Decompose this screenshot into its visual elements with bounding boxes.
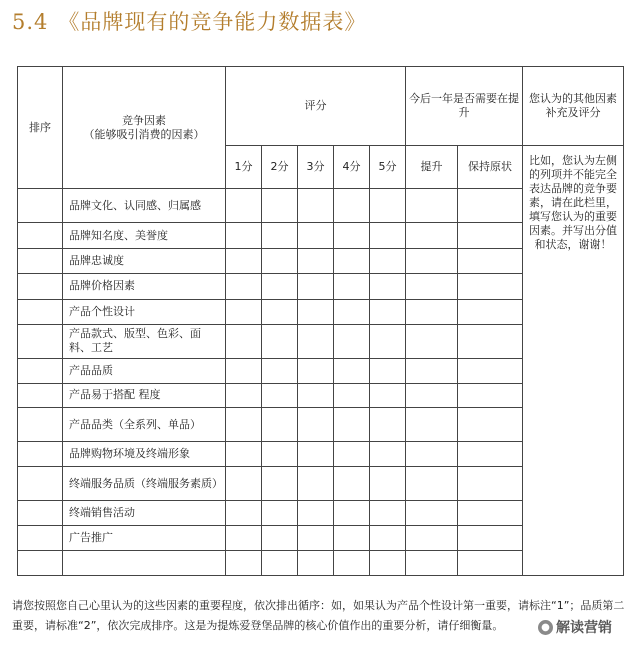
rank-input-cell[interactable]: [18, 526, 63, 551]
score-cell-5[interactable]: [370, 551, 406, 576]
score-cell-2[interactable]: [262, 442, 298, 467]
keep-cell[interactable]: [458, 273, 523, 299]
watermark-text: 解读营销: [556, 620, 612, 636]
rank-input-cell[interactable]: [18, 299, 63, 324]
score-cell-5[interactable]: [370, 408, 406, 442]
factor-label: 产品个性设计: [63, 299, 226, 324]
rank-input-cell[interactable]: [18, 467, 63, 501]
score-cell-4[interactable]: [334, 442, 370, 467]
score-cell-5[interactable]: [370, 467, 406, 501]
score-cell-4[interactable]: [334, 383, 370, 408]
score-cell-1[interactable]: [226, 526, 262, 551]
improve-cell[interactable]: [406, 299, 458, 324]
score-cell-1[interactable]: [226, 273, 262, 299]
factor-label: 产品款式、版型、色彩、面料、工艺: [63, 324, 226, 358]
improve-cell[interactable]: [406, 249, 458, 274]
rank-input-cell[interactable]: [18, 442, 63, 467]
score-cell-2[interactable]: [262, 273, 298, 299]
factor-header-subtitle: （能够吸引消费的因素）: [83, 127, 205, 141]
table-title: 《品牌现有的竞争能力数据表》: [58, 10, 367, 34]
score-cell-5[interactable]: [370, 526, 406, 551]
factor-label: [63, 551, 226, 576]
score-cell-2[interactable]: [262, 501, 298, 526]
rank-input-cell[interactable]: [18, 324, 63, 358]
keep-cell[interactable]: [458, 551, 523, 576]
score-cell-1[interactable]: [226, 223, 262, 249]
score-cell-3[interactable]: [298, 501, 334, 526]
score-cell-5[interactable]: [370, 501, 406, 526]
keep-cell[interactable]: [458, 467, 523, 501]
score-header-5: 5分: [370, 145, 406, 188]
score-cell-5[interactable]: [370, 273, 406, 299]
score-cell-3[interactable]: [298, 383, 334, 408]
score-cell-2[interactable]: [262, 551, 298, 576]
score-cell-1[interactable]: [226, 358, 262, 383]
score-cell-4[interactable]: [334, 501, 370, 526]
rank-input-cell[interactable]: [18, 273, 63, 299]
next-year-header: 今后一年是否需要在提升: [406, 67, 523, 146]
extra-factor-header: 您认为的其他因素补充及评分: [523, 67, 624, 146]
score-header: 评分: [226, 67, 406, 146]
rank-input-cell[interactable]: [18, 501, 63, 526]
score-cell-3[interactable]: [298, 467, 334, 501]
score-cell-2[interactable]: [262, 408, 298, 442]
factor-header: [63, 67, 226, 189]
score-cell-1[interactable]: [226, 551, 262, 576]
score-header-1: 1分: [226, 145, 262, 188]
improve-cell[interactable]: [406, 467, 458, 501]
improve-cell[interactable]: [406, 273, 458, 299]
factor-label: 终端销售活动: [63, 501, 226, 526]
score-cell-2[interactable]: [262, 249, 298, 274]
score-cell-5[interactable]: [370, 223, 406, 249]
score-cell-3[interactable]: [298, 299, 334, 324]
score-cell-5[interactable]: [370, 442, 406, 467]
improve-header: 提升: [406, 145, 458, 188]
score-cell-4[interactable]: [334, 408, 370, 442]
factor-label: 品牌购物环境及终端形象: [63, 442, 226, 467]
factor-label: 产品品类（全系列、单品）: [63, 408, 226, 442]
score-cell-3[interactable]: [298, 408, 334, 442]
keep-cell[interactable]: [458, 324, 523, 358]
score-header-3: 3分: [298, 145, 334, 188]
rank-header: 排序: [18, 67, 63, 189]
improve-cell[interactable]: [406, 358, 458, 383]
factor-label: 产品品质: [63, 358, 226, 383]
score-cell-3[interactable]: [298, 551, 334, 576]
score-cell-4[interactable]: [334, 358, 370, 383]
score-cell-3[interactable]: [298, 189, 334, 223]
factor-label: 品牌知名度、美誉度: [63, 223, 226, 249]
improve-cell[interactable]: [406, 223, 458, 249]
improve-cell[interactable]: [406, 442, 458, 467]
improve-cell[interactable]: [406, 383, 458, 408]
improve-cell[interactable]: [406, 324, 458, 358]
competition-table: [17, 66, 624, 576]
score-cell-3[interactable]: [298, 223, 334, 249]
score-cell-1[interactable]: [226, 467, 262, 501]
keep-cell[interactable]: [458, 299, 523, 324]
watermark: [536, 618, 614, 636]
score-cell-1[interactable]: [226, 408, 262, 442]
score-cell-1[interactable]: [226, 299, 262, 324]
rank-input-cell[interactable]: [18, 358, 63, 383]
score-cell-4[interactable]: [334, 467, 370, 501]
score-cell-3[interactable]: [298, 273, 334, 299]
factor-label: 品牌忠诚度: [63, 249, 226, 274]
score-cell-4[interactable]: [334, 189, 370, 223]
score-header-2: 2分: [262, 145, 298, 188]
score-cell-2[interactable]: [262, 383, 298, 408]
improve-cell[interactable]: [406, 408, 458, 442]
rank-input-cell[interactable]: [18, 408, 63, 442]
rank-input-cell[interactable]: [18, 383, 63, 408]
rank-input-cell[interactable]: [18, 249, 63, 274]
score-cell-2[interactable]: [262, 358, 298, 383]
score-cell-2[interactable]: [262, 324, 298, 358]
factor-label: 产品易于搭配 程度: [63, 383, 226, 408]
rank-input-cell[interactable]: [18, 223, 63, 249]
score-cell-1[interactable]: [226, 189, 262, 223]
score-cell-3[interactable]: [298, 526, 334, 551]
score-cell-1[interactable]: [226, 249, 262, 274]
score-cell-5[interactable]: [370, 358, 406, 383]
improve-cell[interactable]: [406, 551, 458, 576]
score-cell-3[interactable]: [298, 358, 334, 383]
improve-cell[interactable]: [406, 526, 458, 551]
improve-cell[interactable]: [406, 189, 458, 223]
factor-label: 品牌价格因素: [63, 273, 226, 299]
keep-cell[interactable]: [458, 249, 523, 274]
page-title: [12, 6, 366, 36]
score-cell-1[interactable]: [226, 501, 262, 526]
score-cell-2[interactable]: [262, 467, 298, 501]
score-cell-5[interactable]: [370, 383, 406, 408]
score-cell-5[interactable]: [370, 299, 406, 324]
rank-input-cell[interactable]: [18, 551, 63, 576]
keep-cell[interactable]: [458, 189, 523, 223]
section-number: 5.4: [12, 10, 49, 34]
score-cell-4[interactable]: [334, 299, 370, 324]
factor-label: 终端服务品质（终端服务素质）: [63, 467, 226, 501]
score-cell-4[interactable]: [334, 249, 370, 274]
keep-cell[interactable]: [458, 383, 523, 408]
score-cell-4[interactable]: [334, 223, 370, 249]
factor-header-title: 竞争因素: [122, 113, 166, 127]
score-cell-2[interactable]: [262, 189, 298, 223]
rank-input-cell[interactable]: [18, 189, 63, 223]
score-cell-4[interactable]: [334, 526, 370, 551]
score-cell-2[interactable]: [262, 223, 298, 249]
score-cell-3[interactable]: [298, 442, 334, 467]
score-cell-1[interactable]: [226, 442, 262, 467]
keep-cell[interactable]: [458, 526, 523, 551]
extra-factor-note: 比如，您认为左侧的列项并不能完全表达品牌的竞争要素，请在此栏里，填写您认为的重要因素。并写出分值和状态，谢谢！: [523, 145, 624, 575]
score-header-4: 4分: [334, 145, 370, 188]
score-cell-4[interactable]: [334, 551, 370, 576]
score-cell-2[interactable]: [262, 299, 298, 324]
factor-label: 广告推广: [63, 526, 226, 551]
wechat-icon: ●: [538, 620, 553, 635]
score-cell-4[interactable]: [334, 273, 370, 299]
score-cell-1[interactable]: [226, 383, 262, 408]
score-cell-4[interactable]: [334, 324, 370, 358]
keep-cell[interactable]: [458, 408, 523, 442]
score-cell-1[interactable]: [226, 324, 262, 358]
score-cell-5[interactable]: [370, 189, 406, 223]
instructions-text: 请您按照您自己心里认为的这些因素的重要程度，依次排出循序：如，如果认为产品个性设计第一重要，请标注“1”；品质第二重要，请标准“2”，依次完成排序。这是为提炼爱登堡品牌的核心价值作出的重要分析，请仔细衡量。: [12, 599, 625, 632]
score-cell-5[interactable]: [370, 249, 406, 274]
score-cell-2[interactable]: [262, 526, 298, 551]
factor-label: 品牌文化、认同感、归属感: [63, 189, 226, 223]
score-cell-3[interactable]: [298, 324, 334, 358]
keep-cell[interactable]: [458, 442, 523, 467]
keep-cell[interactable]: [458, 223, 523, 249]
score-cell-5[interactable]: [370, 324, 406, 358]
keep-cell[interactable]: [458, 501, 523, 526]
keep-cell[interactable]: [458, 358, 523, 383]
score-cell-3[interactable]: [298, 249, 334, 274]
keep-header: 保持原状: [458, 145, 523, 188]
improve-cell[interactable]: [406, 501, 458, 526]
